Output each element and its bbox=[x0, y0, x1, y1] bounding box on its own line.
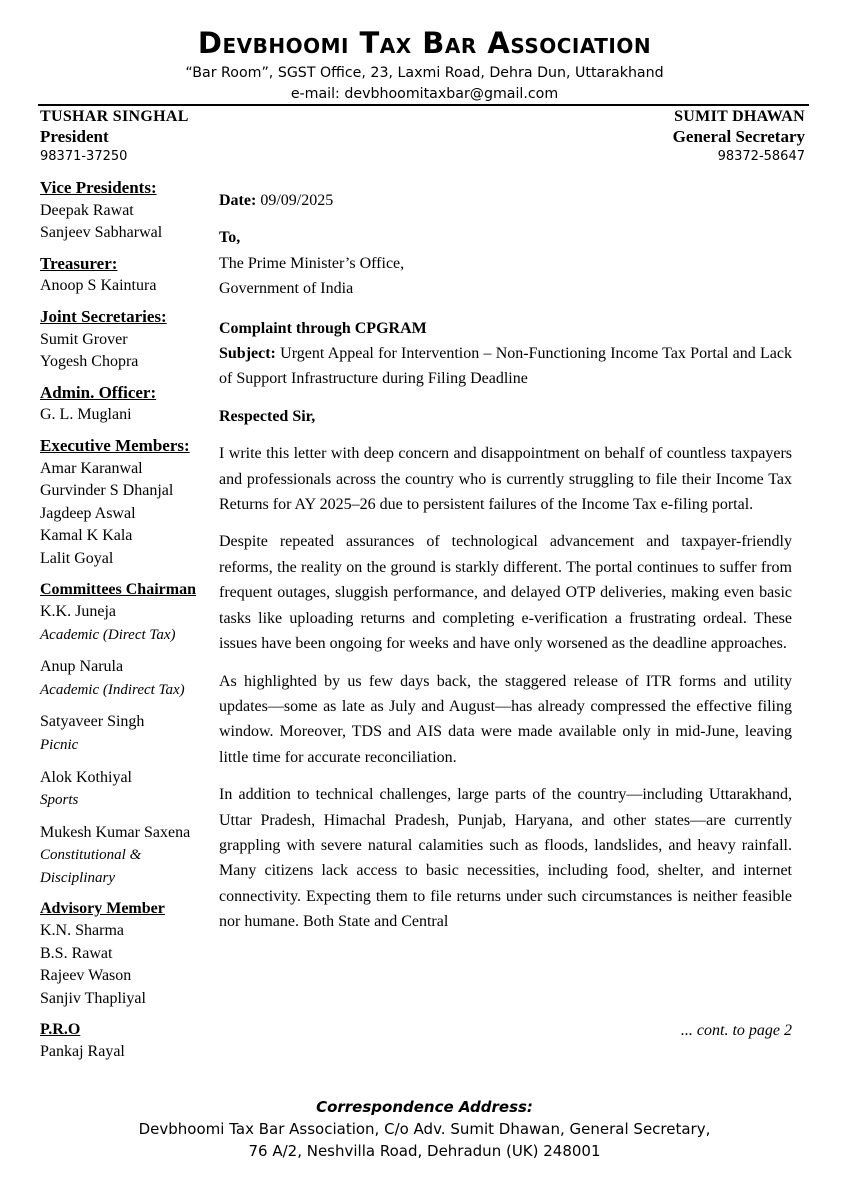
committee-name: Constitutional & bbox=[40, 847, 142, 864]
general-secretary-title: General Secretary bbox=[672, 127, 805, 146]
footer-address-line: Devbhoomi Tax Bar Association, C/o Adv. Sumit Dhawan, General Secretary, bbox=[138, 1120, 711, 1138]
general-secretary-name: SUMIT DHAWAN bbox=[674, 108, 805, 125]
member-name: Anoop S Kaintura bbox=[40, 277, 157, 295]
committees-heading: Committees Chairman bbox=[40, 580, 196, 598]
member-name: Deepak Rawat bbox=[40, 201, 134, 219]
admin-officer-heading: Admin. Officer: bbox=[40, 382, 157, 402]
treasurer-group bbox=[40, 253, 215, 298]
member-name: Kamal K Kala bbox=[40, 527, 133, 545]
committee-chair-name: Anup Narula bbox=[40, 658, 124, 676]
continued-note: ... cont. to page 2 bbox=[680, 1022, 792, 1039]
committee-name: Academic (Direct Tax) bbox=[40, 626, 176, 643]
member-name: Gurvinder S Dhanjal bbox=[40, 482, 174, 500]
admin-officer-group bbox=[40, 382, 215, 427]
advisory-group bbox=[40, 898, 215, 1011]
general-secretary-phone: 98372-58647 bbox=[717, 149, 805, 164]
committee-chair-name: Alok Kothiyal bbox=[40, 768, 132, 786]
committee-name-continued: Disciplinary bbox=[40, 870, 115, 887]
subject-line bbox=[219, 341, 792, 392]
pro-heading: P.R.O bbox=[40, 1020, 81, 1038]
footer-address-line: 76 A/2, Neshvilla Road, Dehradun (UK) 248001 bbox=[248, 1142, 601, 1160]
joint-secretaries-group bbox=[40, 306, 215, 374]
pro-group bbox=[40, 1019, 215, 1064]
vice-presidents-heading: Vice Presidents: bbox=[40, 178, 157, 197]
body-paragraph: I write this letter with deep concern and disappointment on behalf of countless taxpayers and professionals across the country who is currently struggling to file their Income Tax Returns for AY 2025–26 due to persistent failures of the Income Tax e-filing portal. bbox=[219, 445, 792, 514]
president-name: TUSHAR SINGHAL bbox=[40, 108, 189, 125]
committee-chair-name: K.K. Juneja bbox=[40, 603, 116, 621]
advisory-heading: Advisory Member bbox=[40, 899, 165, 917]
vice-presidents-group bbox=[40, 177, 215, 245]
president-block bbox=[40, 107, 189, 167]
president-title: President bbox=[40, 127, 109, 146]
complaint-line: Complaint through CPGRAM bbox=[219, 319, 427, 337]
member-name: B.S. Rawat bbox=[40, 944, 113, 962]
executive-members-heading: Executive Members: bbox=[40, 435, 190, 455]
president-phone: 98371-37250 bbox=[40, 149, 128, 164]
member-name: Rajeev Wason bbox=[40, 967, 132, 985]
member-name: Sumit Grover bbox=[40, 330, 128, 348]
committee-name: Academic (Indirect Tax) bbox=[40, 681, 185, 698]
member-name: Yogesh Chopra bbox=[40, 353, 139, 371]
member-name: Jagdeep Aswal bbox=[40, 504, 136, 522]
recipient-line: Government of India bbox=[219, 280, 354, 298]
general-secretary-block bbox=[673, 107, 805, 167]
body-paragraph: Despite repeated assurances of technological advancement and taxpayer-friendly reforms, the reality on the ground is starkly different. The portal continues to suffer from frequent outages, sluggish performance, and delayed OTP deliveries, making even basic tasks like uploading returns and completing e-verification a frustrating ordeal. These issues have been ongoing for weeks and have only worsened as the deadline approaches. bbox=[219, 533, 792, 653]
committee-chair-name: Mukesh Kumar Saxena bbox=[40, 823, 191, 841]
joint-secretaries-heading: Joint Secretaries: bbox=[40, 306, 167, 326]
subject-text: Urgent Appeal for Intervention – Non-Functioning Income Tax Portal and Lack of Support Infrastructure during Filing Deadline bbox=[219, 345, 792, 388]
to-label: To, bbox=[219, 229, 241, 247]
committees-group bbox=[40, 579, 215, 890]
member-name: Pankaj Rayal bbox=[40, 1043, 125, 1061]
body-paragraph: As highlighted by us few days back, the staggered release of ITR forms and utility updates—some as late as July and August—has already compressed the effective filing window. Moreover, TDS and AIS data were made available only in mid-June, leaving little time for accurate reconciliation. bbox=[219, 672, 792, 766]
organization-email: e-mail: devbhoomitaxbar@gmail.com bbox=[290, 86, 559, 102]
date-value: 09/09/2025 bbox=[256, 192, 334, 209]
member-name: Amar Karanwal bbox=[40, 459, 143, 477]
footer-heading: Correspondence Address: bbox=[316, 1098, 533, 1116]
date-label: Date: bbox=[219, 192, 257, 209]
letter-date bbox=[219, 188, 792, 213]
subject-label: Subject: bbox=[219, 345, 276, 363]
member-name: Sanjiv Thapliyal bbox=[40, 990, 146, 1007]
recipient-line: The Prime Minister’s Office, bbox=[219, 254, 405, 272]
salutation: Respected Sir, bbox=[219, 407, 316, 425]
member-name: Sanjeev Sabharwal bbox=[40, 224, 163, 242]
body-paragraph: In addition to technical challenges, large parts of the country—including Uttarakhand, Uttar Pradesh, Himachal Pradesh, Punjab, Haryana, and other states—are currently grappling with severe natural calamities such as floods, landslides, and heavy rainfall. Many citizens lack access to basic necessities, including food, shelter, and internet connectivity. Expecting them to file returns under such circumstances is neither feasible nor humane. Both State and Central bbox=[219, 786, 792, 931]
header-divider bbox=[38, 104, 809, 106]
executive-members-group bbox=[40, 435, 215, 571]
committee-name: Picnic bbox=[40, 737, 79, 754]
member-name: G. L. Muglani bbox=[40, 406, 132, 424]
correspondence-footer bbox=[0, 1096, 849, 1162]
treasurer-heading: Treasurer: bbox=[40, 253, 118, 273]
office-bearers-sidebar bbox=[40, 177, 215, 1072]
committee-name: Sports bbox=[40, 792, 79, 809]
member-name: Lalit Goyal bbox=[40, 549, 114, 567]
organization-address: “Bar Room”, SGST Office, 23, Laxmi Road, Dehra Dun, Uttarakhand bbox=[185, 65, 664, 81]
member-name: K.N. Sharma bbox=[40, 922, 124, 940]
organization-name: Devbhoomi Tax Bar Association bbox=[197, 26, 652, 60]
letter-body bbox=[219, 188, 792, 947]
committee-chair-name: Satyaveer Singh bbox=[40, 713, 145, 731]
